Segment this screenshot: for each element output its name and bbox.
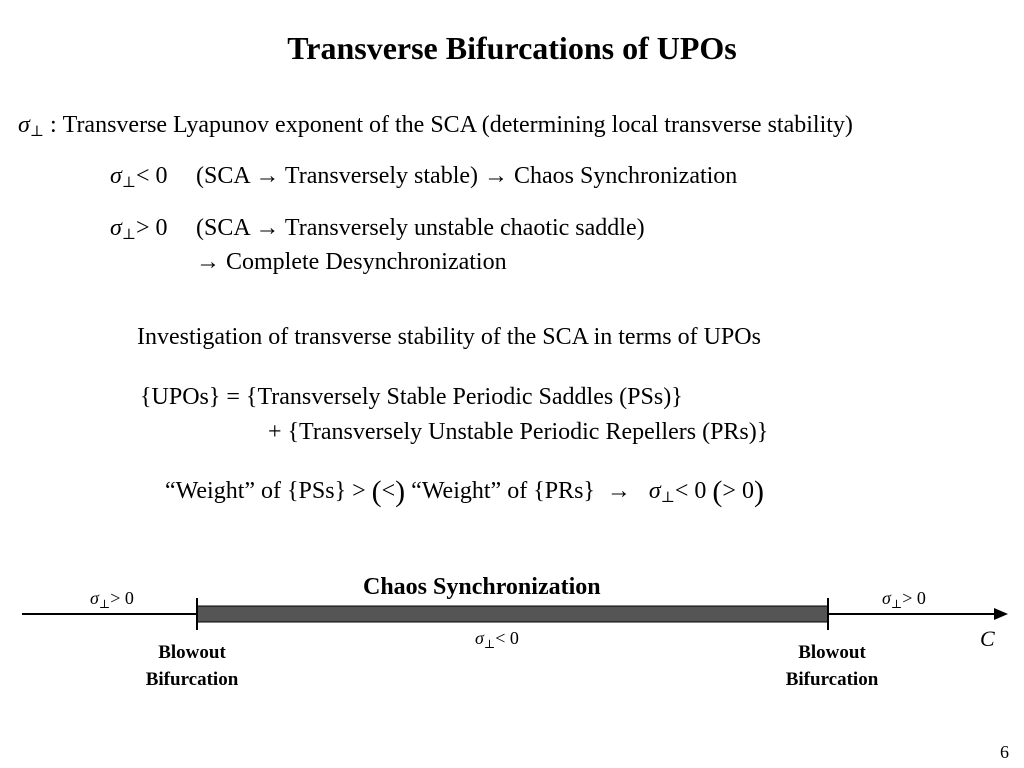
case-unstable-relation: > 0 (135, 215, 168, 241)
diagram-heading: Chaos Synchronization (363, 574, 601, 600)
middle-region-label: $\sigma_\perp< 0$ (475, 628, 519, 651)
synchronization-band (197, 606, 828, 622)
definition-text: : Transverse Lyapunov exponent of the SCA (determining local transverse stability) (49, 112, 853, 138)
implies-arrow: → (606, 478, 631, 504)
axis-label-c: C (980, 626, 995, 651)
case-stable-text: (SCA → Transversely stable) → Chaos Synchronization (196, 163, 738, 189)
definition-line (18, 112, 853, 141)
case-stable-condition: $\sigma_\perp< 0$ (110, 163, 168, 191)
slide-title: Transverse Bifurcations of UPOs (287, 30, 737, 66)
right-region-label: $\sigma_\perp> 0$ (882, 588, 926, 611)
axis-arrowhead (994, 608, 1008, 620)
case-unstable-condition: $\sigma_\perp> 0$ (110, 215, 168, 243)
weight-relation: “Weight” of {PSs} > (<) “Weight” of {PRs} → $\sigma_\perp< 0$ (> 0) (165, 475, 764, 508)
case-unstable-text-2: → Complete Desynchronization (196, 249, 507, 275)
perp-subscript: ⊥ (29, 124, 44, 140)
investigation-text: Investigation of transverse stability of the SCA in terms of UPOs (137, 324, 761, 350)
upos-line-2: + {Transversely Unstable Periodic Repellers (PRs)} (268, 419, 769, 445)
sigma-symbol: σ (18, 112, 30, 138)
case-unstable-text: (SCA → Transversely unstable chaotic saddle) (196, 215, 645, 241)
left-region-label: $\sigma_\perp> 0$ (90, 588, 134, 611)
weight-pss: “Weight” of {PSs} > (165, 478, 372, 504)
right-blowout-label: Blowout Bifurcation (785, 642, 879, 690)
left-blowout-label: Blowout Bifurcation (145, 642, 239, 690)
page-number: 6 (1000, 742, 1009, 762)
case-stable-relation: < 0 (135, 163, 168, 189)
weight-prs: “Weight” of {PRs} (405, 478, 595, 504)
upos-line-1: {UPOs} = {Transversely Stable Periodic Saddles (PSs)} (140, 384, 683, 410)
